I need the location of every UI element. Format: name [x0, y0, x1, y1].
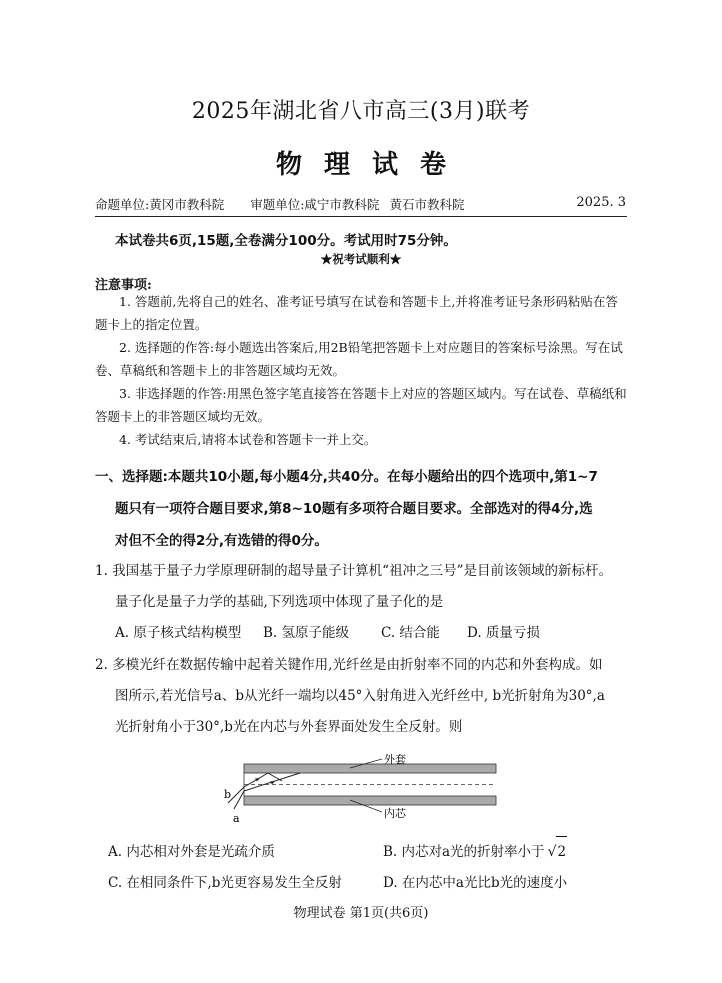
q1-option-a: A. 原子核式结构模型	[115, 625, 242, 641]
exam-title: 2025年湖北省八市高三(3月)联考	[191, 99, 531, 124]
notice-item-1: 1. 答题前,先将自己的姓名、准考证号填写在试卷和答题卡上,并将准考证号条形码粘贴在答题卡上的指定位置。	[95, 294, 618, 332]
section-1-instructions	[95, 461, 635, 557]
q1-line-2: 量子化是量子力学的基础,下列选项中体现了量子化的是	[115, 594, 444, 610]
q2-options	[108, 836, 628, 899]
q1-line-1: 1. 我国基于量子力学原理研制的超导量子计算机“祖冲之三号”是目前该领域的新标杆。	[95, 563, 612, 579]
fiber-cladding-bottom	[244, 796, 496, 805]
reviewer-2: 黄石市教科院	[389, 197, 465, 212]
exam-intro: 本试卷共6页,15题,全卷满分100分。考试用时75分钟。	[115, 233, 457, 249]
page-footer: 物理试卷 第1页(共6页)	[293, 906, 429, 921]
reviewer: 审题单位:咸宁市教科院	[250, 197, 380, 212]
exam-date: 2025. 3	[576, 195, 626, 210]
q1-options	[95, 618, 640, 649]
q2-line-3: 光折射角小于30°,b光在内芯与外套界面处发生全反射。则	[115, 719, 463, 735]
question-2	[95, 650, 640, 743]
q2-option-a: A. 内芯相对外套是光疏介质	[108, 844, 275, 860]
q2-option-c: C. 在相同条件下,b光更容易发生全反射	[108, 875, 342, 891]
subject-title: 物理试卷	[275, 150, 468, 180]
q1-option-c: C. 结合能	[381, 625, 440, 641]
fiber-cladding-top	[244, 764, 496, 773]
outer-label: 外套	[384, 754, 406, 766]
sqrt-2: √2	[548, 836, 568, 868]
notice-list	[95, 290, 627, 451]
ray-a-label: a	[233, 812, 240, 824]
notice-item-3: 3. 非选择题的作答:用黑色签字笔直接答在答题卡上对应的答题区域内。写在试卷、草稿纸和答题卡上的非答题区域均无效。	[95, 386, 627, 424]
proposer: 命题单位:黄冈市教科院	[95, 197, 225, 212]
ray-b-label: b	[224, 788, 232, 801]
q1-option-d: D. 质量亏损	[467, 625, 540, 641]
notice-item-4: 4. 考试结束后,请将本试卷和答题卡一并上交。	[119, 432, 377, 447]
ray-a-incident	[234, 791, 244, 809]
header-rule	[95, 216, 627, 217]
q2-line-2: 图所示,若光信号a、b从光纤一端均以45°入射角进入光纤丝中, b光折射角为30°,a	[115, 688, 605, 704]
question-1	[95, 556, 640, 649]
q1-option-b: B. 氢原子能级	[263, 625, 350, 641]
wish-line: ★祝考试顺利★	[320, 252, 402, 266]
section-line-2: 题只有一项符合题目要求,第8~10题有多项符合题目要求。全部选对的得4分,选	[115, 501, 593, 517]
q2-line-1: 2. 多模光纤在数据传输中起着关键作用,光纤丝是由折射率不同的内芯和外套构成。如	[95, 657, 603, 673]
notice-item-2: 2. 选择题的作答:每小题选出答案后,用2B铅笔把答题卡上对应题目的答案标号涂黑。写在试卷、草稿纸和答题卡上的非答题区域均无效。	[95, 340, 623, 378]
optical-fiber-diagram	[220, 754, 500, 824]
q2-option-d: D. 在内芯中a光比b光的速度小	[383, 875, 568, 891]
exam-meta	[95, 195, 490, 213]
section-line-3: 对但不全的得2分,有选错的得0分。	[115, 533, 328, 549]
q2-option-b: B. 内芯对a光的折射率小于 √2	[383, 836, 567, 868]
notice-heading: 注意事项:	[95, 278, 152, 293]
section-line-1: 一、选择题:本题共10小题,每小题4分,共40分。在每小题给出的四个选项中,第1~7	[95, 469, 598, 485]
inner-label: 内芯	[384, 807, 406, 820]
